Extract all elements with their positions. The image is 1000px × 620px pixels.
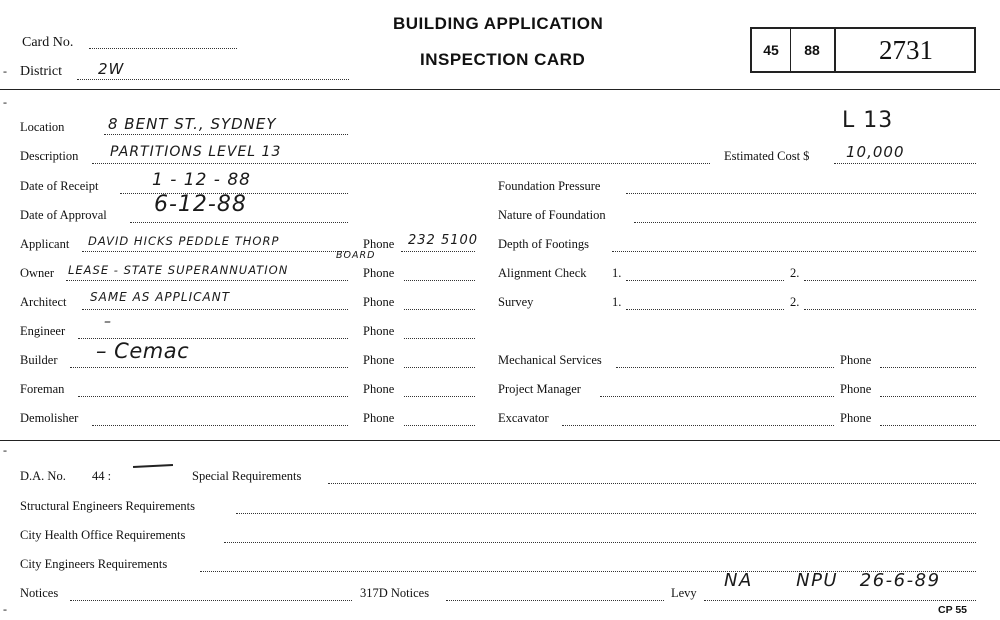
district-field[interactable]: [77, 79, 349, 80]
applicant-phone-value: 232 5100: [408, 233, 479, 248]
applicant-label: Applicant: [20, 237, 70, 251]
district-value: 2W: [98, 60, 125, 78]
mechanical-services-phone-field[interactable]: [880, 367, 976, 368]
notices-317d-field[interactable]: [446, 600, 664, 601]
nature-of-foundation-field[interactable]: [634, 222, 976, 223]
applicant-phone-label: Phone: [363, 237, 395, 251]
form-title-line1: BUILDING APPLICATION: [393, 14, 604, 33]
date-of-approval-field[interactable]: [130, 222, 348, 223]
date-of-approval-value: 6-12-88: [154, 192, 247, 217]
owner-value-note: BOARD: [336, 250, 376, 261]
owner-value: LEASE - STATE SUPERANNUATION: [68, 263, 289, 277]
owner-phone-field[interactable]: [404, 280, 475, 281]
alignment-check-field-1[interactable]: [626, 280, 784, 281]
date-of-receipt-label: Date of Receipt: [20, 179, 99, 193]
location-value: 8 BENT ST., SYDNEY: [108, 115, 277, 133]
engineer-label: Engineer: [20, 324, 66, 338]
engineer-phone-field[interactable]: [404, 338, 475, 339]
special-requirements-label: Special Requirements: [192, 469, 302, 483]
builder-phone-label: Phone: [363, 353, 395, 367]
applicant-value: DAVID HICKS PEDDLE THORP: [88, 234, 280, 248]
applicant-field[interactable]: [82, 251, 348, 252]
project-manager-field[interactable]: [600, 396, 834, 397]
levy-label: Levy: [671, 586, 697, 600]
card-number: 2731: [879, 34, 933, 65]
demolisher-phone-label: Phone: [363, 411, 395, 425]
level-mark: L 13: [842, 108, 894, 133]
notices-field[interactable]: [70, 600, 352, 601]
depth-of-footings-field[interactable]: [612, 251, 976, 252]
nature-of-foundation-label: Nature of Foundation: [498, 208, 606, 222]
form-title-line2: INSPECTION CARD: [420, 50, 586, 69]
city-health-label: City Health Office Requirements: [20, 528, 186, 542]
builder-phone-field[interactable]: [404, 367, 475, 368]
notices-label: Notices: [20, 586, 59, 600]
architect-phone-field[interactable]: [404, 309, 475, 310]
district-label: District: [20, 64, 62, 79]
alignment-check-label: Alignment Check: [498, 266, 587, 280]
demolisher-phone-field[interactable]: [404, 425, 475, 426]
alignment-check-num2: 2.: [790, 266, 800, 280]
survey-num1: 1.: [612, 295, 622, 309]
owner-field[interactable]: [66, 280, 348, 281]
builder-field[interactable]: [70, 367, 348, 368]
notices-317d-label: 317D Notices: [360, 586, 430, 600]
location-field[interactable]: [104, 134, 348, 135]
survey-label: Survey: [498, 295, 534, 309]
special-requirements-field[interactable]: [328, 483, 976, 484]
structural-engineers-label: Structural Engineers Requirements: [20, 499, 195, 513]
survey-field-1[interactable]: [626, 309, 784, 310]
engineer-value: –: [104, 314, 112, 330]
location-label: Location: [20, 120, 65, 134]
margin-tick: -: [3, 443, 7, 457]
description-field[interactable]: [92, 163, 710, 164]
mechanical-services-label: Mechanical Services: [498, 353, 602, 367]
da-no-dash: [133, 464, 173, 468]
header-divider: [0, 89, 1000, 90]
excavator-field[interactable]: [562, 425, 834, 426]
architect-field[interactable]: [82, 309, 348, 310]
applicant-phone-field[interactable]: [401, 251, 475, 252]
architect-phone-label: Phone: [363, 295, 395, 309]
owner-label: Owner: [20, 266, 55, 280]
estimated-cost-value: 10,000: [846, 143, 905, 161]
survey-field-2[interactable]: [804, 309, 976, 310]
estimated-cost-label: Estimated Cost $: [724, 149, 810, 163]
year-cell: 88: [790, 29, 836, 71]
foreman-field[interactable]: [78, 396, 348, 397]
foreman-phone-label: Phone: [363, 382, 395, 396]
details-divider: [0, 440, 1000, 441]
project-manager-phone-field[interactable]: [880, 396, 976, 397]
survey-num2: 2.: [790, 295, 800, 309]
description-value: PARTITIONS LEVEL 13: [110, 144, 282, 160]
city-health-field[interactable]: [224, 542, 976, 543]
da-no-prefix: 44 :: [92, 469, 112, 483]
description-label: Description: [20, 149, 79, 163]
form-code: CP 55: [938, 604, 967, 616]
year-prefix-cell: 45: [752, 29, 791, 71]
card-number-box: [750, 27, 976, 73]
structural-engineers-field[interactable]: [236, 513, 976, 514]
da-no-label: D.A. No.: [20, 469, 66, 483]
architect-value: SAME AS APPLICANT: [90, 290, 231, 304]
mechanical-services-phone-label: Phone: [840, 353, 872, 367]
excavator-phone-label: Phone: [840, 411, 872, 425]
excavator-phone-field[interactable]: [880, 425, 976, 426]
project-manager-phone-label: Phone: [840, 382, 872, 396]
alignment-check-field-2[interactable]: [804, 280, 976, 281]
card-no-label: Card No.: [22, 35, 74, 50]
foundation-pressure-label: Foundation Pressure: [498, 179, 601, 193]
depth-of-footings-label: Depth of Footings: [498, 237, 589, 251]
foreman-phone-field[interactable]: [404, 396, 475, 397]
city-engineers-label: City Engineers Requirements: [20, 557, 168, 571]
margin-tick: -: [3, 64, 7, 78]
margin-tick: -: [3, 95, 7, 109]
builder-label: Builder: [20, 353, 58, 367]
owner-phone-label: Phone: [363, 266, 395, 280]
date-of-receipt-value: 1 - 12 - 88: [152, 170, 251, 190]
demolisher-label: Demolisher: [20, 411, 79, 425]
builder-value: – Cemac: [96, 339, 190, 363]
mechanical-services-field[interactable]: [616, 367, 834, 368]
margin-tick: -: [3, 602, 7, 616]
levy-field[interactable]: [704, 600, 976, 601]
alignment-check-num1: 1.: [612, 266, 622, 280]
demolisher-field[interactable]: [92, 425, 348, 426]
architect-label: Architect: [20, 295, 67, 309]
excavator-label: Excavator: [498, 411, 549, 425]
project-manager-label: Project Manager: [498, 382, 581, 396]
date-of-approval-label: Date of Approval: [20, 208, 107, 222]
levy-value: NA NPU 26-6-89: [724, 570, 941, 591]
estimated-cost-field[interactable]: [834, 163, 976, 164]
foreman-label: Foreman: [20, 382, 65, 396]
foundation-pressure-field[interactable]: [626, 193, 976, 194]
card-no-field[interactable]: [89, 48, 237, 49]
engineer-phone-label: Phone: [363, 324, 395, 338]
